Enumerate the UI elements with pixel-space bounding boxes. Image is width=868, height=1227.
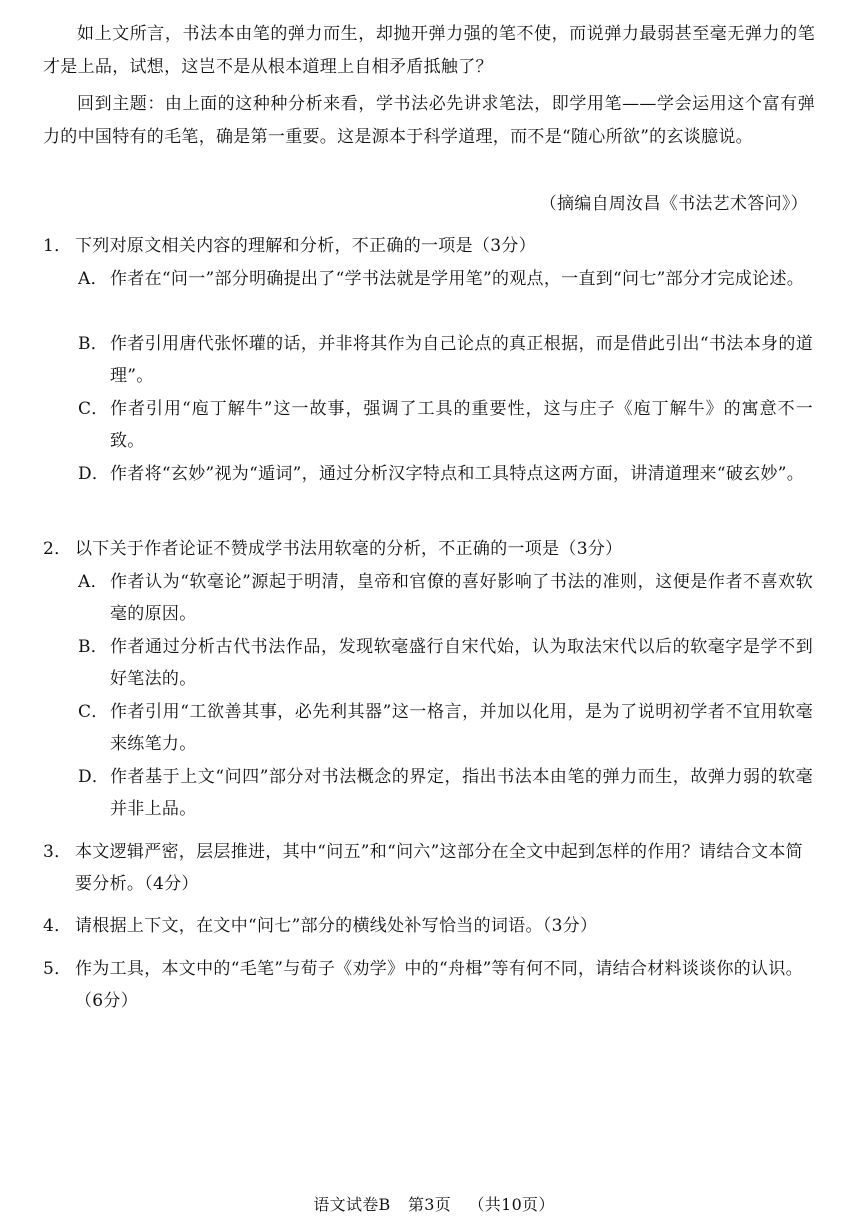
option-letter: B． — [78, 334, 109, 354]
question-number: 2． — [43, 539, 72, 559]
question-2-option-d — [78, 761, 813, 825]
question-stem: 作为工具，本文中的“毛笔”与荀子《劝学》中的“舟楫”等有何不同，请结合材料谈谈你的认识。（6分） — [75, 959, 803, 1011]
passage-source: （摘编自周汝昌《书法艺术答问》） — [539, 194, 808, 214]
option-text: 作者在“问一”部分明确提出了“学书法就是学用笔”的观点，一直到“问七”部分才完成论述。 — [110, 269, 805, 289]
question-4 — [43, 910, 815, 942]
option-letter: D． — [78, 767, 110, 787]
footer-total-pages: （共10页） — [468, 1195, 555, 1214]
question-2-option-a — [78, 566, 813, 630]
question-number: 1． — [43, 236, 72, 256]
question-2 — [43, 533, 815, 565]
option-letter: A． — [78, 269, 108, 289]
page-footer — [0, 1192, 868, 1215]
option-letter: B． — [78, 637, 109, 657]
option-text: 作者引用“工欲善其事，必先利其器”这一格言，并加以化用，是为了说明初学者不宜用软毫来练笔力。 — [110, 702, 813, 754]
question-1-option-b — [78, 328, 813, 392]
footer-page-number: 第3页 — [408, 1195, 452, 1214]
question-1-option-d — [78, 458, 813, 490]
passage-paragraph: 回到主题：由上面的这种种分析来看，学书法必先讲求笔法，即学用笔——学会运用这个富有弹力的中国特有的毛笔，确是第一重要。这是源本于科学道理，而不是“随心所欲”的玄谈臆说。 — [43, 94, 815, 147]
question-5 — [43, 953, 815, 1017]
option-letter: D． — [78, 464, 110, 484]
option-letter: A． — [78, 572, 108, 592]
question-number: 4． — [43, 916, 72, 936]
question-2-option-c — [78, 696, 813, 760]
question-stem: 下列对原文相关内容的理解和分析，不正确的一项是（3分） — [75, 236, 536, 256]
option-text: 作者基于上文“问四”部分对书法概念的界定，指出书法本由笔的弹力而生，故弹力弱的软毫并非上品。 — [110, 767, 813, 819]
option-text: 作者将“玄妙”视为“遁词”，通过分析汉字特点和工具特点这两方面，讲清道理来“破玄妙”。 — [110, 464, 805, 484]
question-stem: 以下关于作者论证不赞成学书法用软毫的分析，不正确的一项是（3分） — [75, 539, 623, 559]
question-stem: 请根据上下文，在文中“问七”部分的横线处补写恰当的词语。（3分） — [75, 916, 598, 936]
option-letter: C． — [78, 399, 109, 419]
question-1 — [43, 230, 815, 262]
option-text: 作者通过分析古代书法作品，发现软毫盛行自宋代始，认为取法宋代以后的软毫字是学不到好笔法的。 — [110, 637, 813, 689]
footer-paper-name: 语文试卷B — [313, 1195, 391, 1214]
question-stem: 本文逻辑严密，层层推进，其中“问五”和“问六”这部分在全文中起到怎样的作用？请结合文本简要分析。（4分） — [75, 842, 803, 894]
option-text: 作者认为“软毫论”源起于明清，皇帝和官僚的喜好影响了书法的准则，这便是作者不喜欢软毫的原因。 — [110, 572, 813, 624]
option-letter: C． — [78, 702, 109, 722]
question-number: 5． — [43, 959, 72, 979]
question-3 — [43, 836, 815, 900]
option-text: 作者引用唐代张怀瓘的话，并非将其作为自己论点的真正根据，而是借此引出“书法本身的道理”。 — [110, 334, 813, 386]
question-1-option-c — [78, 393, 813, 457]
passage-paragraph: 如上文所言，书法本由笔的弹力而生，却抛开弹力强的笔不使，而说弹力最弱甚至毫无弹力的笔才是上品，试想，这岂不是从根本道理上自相矛盾抵触了？ — [43, 24, 815, 77]
question-2-option-b — [78, 631, 813, 695]
option-text: 作者引用“庖丁解牛”这一故事，强调了工具的重要性，这与庄子《庖丁解牛》的寓意不一致。 — [110, 399, 813, 451]
question-number: 3． — [43, 842, 72, 862]
question-1-option-a — [78, 263, 813, 295]
